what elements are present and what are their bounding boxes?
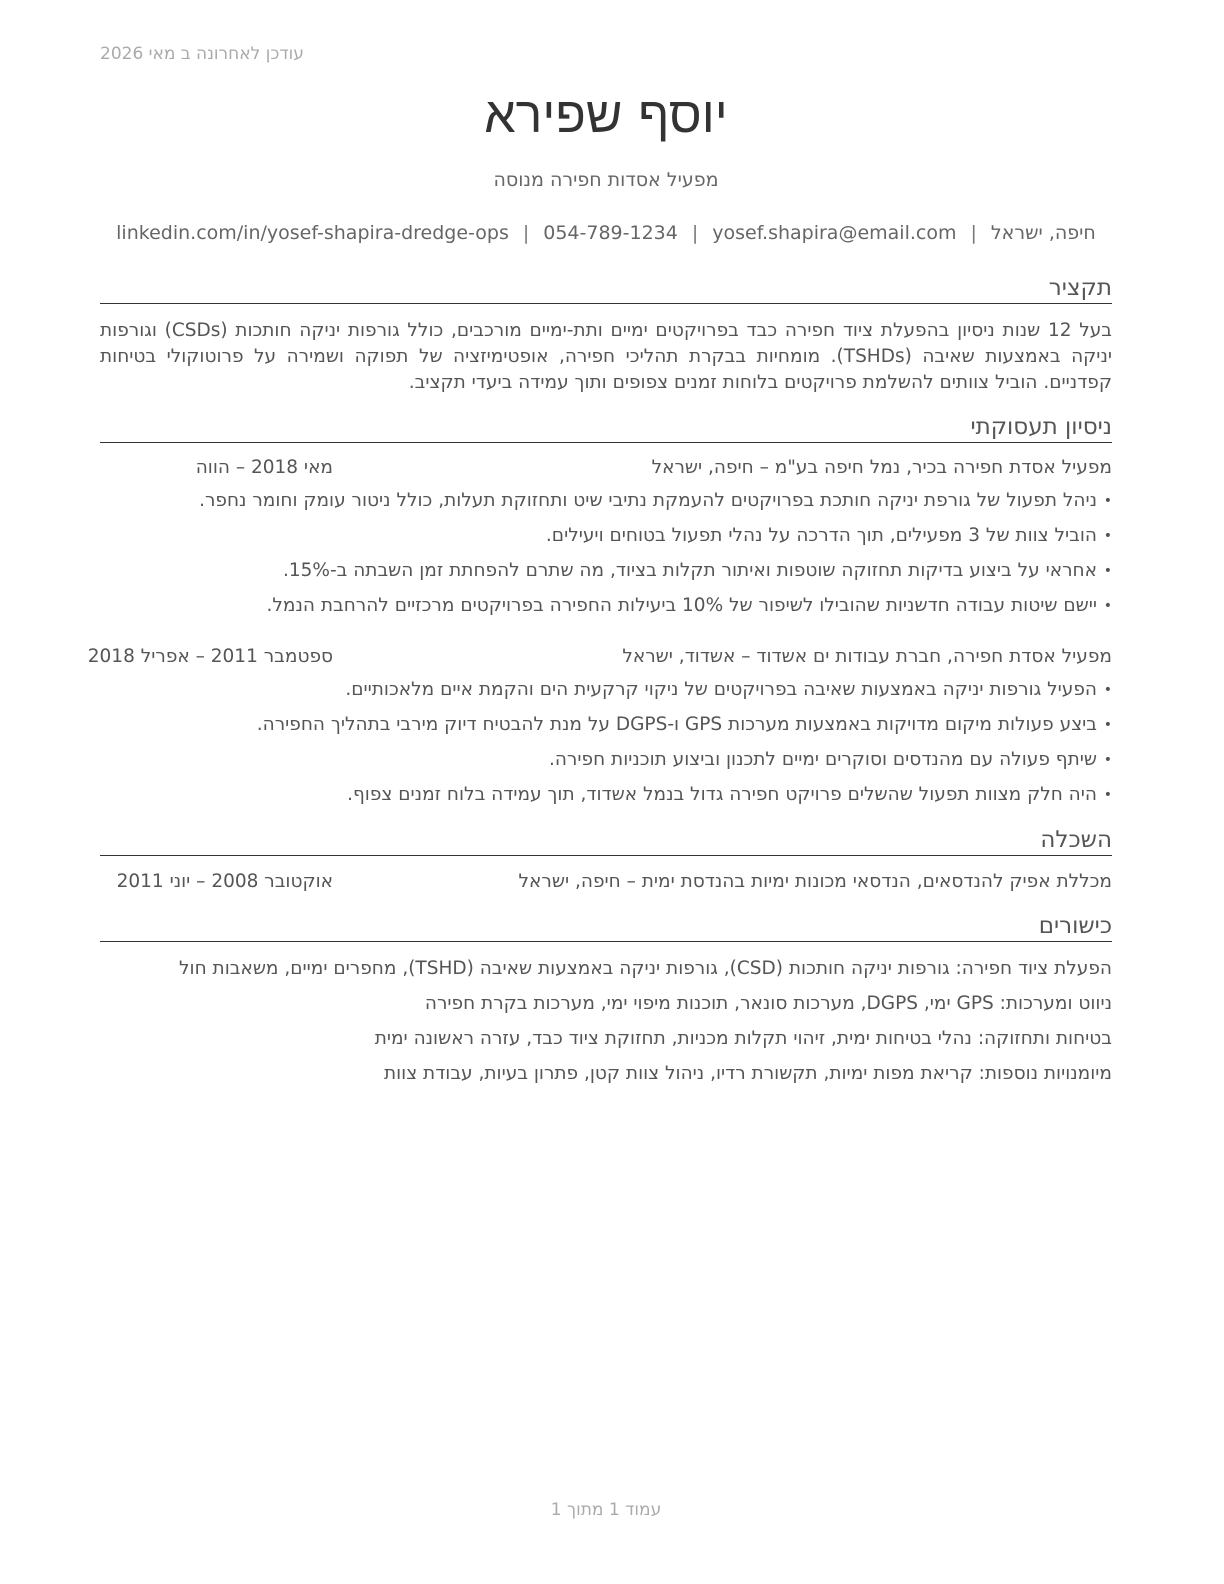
list-item: • ביצע פעולות מיקום מדויקות באמצעות מערכות GPS ו-DGPS על מנת להבטיח דיוק מירבי בתהליך החפירה.	[100, 712, 1112, 747]
list-item: • יישם שיטות עבודה חדשניות שהובילו לשיפור של 10% ביעילות החפירה בפרויקטים מרכזיים להרחבת הנמל.	[100, 593, 1112, 628]
list-item: • אחראי על ביצוע בדיקות תחזוקה שוטפות ואיתור תקלות בציוד, מה שתרם להפחתת זמן השבתה ב-15%.	[100, 558, 1112, 593]
resume-page	[87, 0, 1113, 1584]
candidate-title: מפעיל אסדות חפירה מנוסה	[493, 169, 719, 191]
list-item: • שיתף פעולה עם מהנדסים וסוקרים ימיים לתכנון וביצוע תוכניות חפירה.	[100, 747, 1112, 782]
candidate-name: יוסף שפירא	[484, 86, 728, 144]
email-link[interactable]: yosef.shapira@email.com	[712, 222, 957, 244]
summary-heading: תקציר	[100, 274, 1112, 304]
job-dates: ספטמבר 2011 – אפריל 2018	[87, 646, 333, 667]
job-header	[87, 646, 1112, 672]
last-updated: עודכן לאחרונה ב מאי 2026	[100, 44, 304, 64]
education-dates: אוקטובר 2008 – יוני 2011	[116, 871, 333, 892]
list-item: • ניהל תפעול של גורפת יניקה חותכת בפרויקטים להעמקת נתיבי שיט ותחזוקת תעלות, כולל ניטור עומק וחומר נחפר.	[100, 488, 1112, 523]
summary-text: בעל 12 שנות ניסיון בהפעלת ציוד חפירה כבד בפרויקטים ימיים ותת-ימיים מורכבים, כולל גורפות יניקה חותכות (CSDs) וגורפות יניקה באמצעות שאיבה (TSHDs). מומחיות בבקרת תהליכי חפירה, אופטימיזציה של תפוקה ושמירה על פרוטוקולי בטיחות קפדניים. הוביל צוותים להשלמת פרויקטים בלוחות זמנים צפופים ותוך עמידה ביעדי תקציב.	[100, 320, 1113, 393]
contact-line	[100, 222, 1112, 244]
job-bullets	[100, 488, 1112, 628]
skill-line: בטיחות ותחזוקה: נהלי בטיחות ימית, זיהוי תקלות מכניות, תחזוקת ציוד כבד, עזרה ראשונה ימית	[374, 1028, 1112, 1049]
list-item: • הוביל צוות של 3 מפעילים, תוך הדרכה על נהלי תפעול בטוחים ויעילים.	[100, 523, 1112, 558]
list-item: • היה חלק מצוות תפעול שהשלים פרויקט חפירה גדול בנמל אשדוד, תוך עמידה בלוח זמנים צפוף.	[100, 782, 1112, 817]
job-bullets	[100, 677, 1112, 817]
skills-list	[100, 956, 1112, 1096]
job-dates: מאי 2018 – הווה	[195, 457, 333, 478]
job-role: מפעיל אסדת חפירה בכיר, נמל חיפה בע"מ – חיפה, ישראל	[651, 457, 1112, 478]
contact-separator: |	[970, 222, 977, 244]
job-header	[100, 457, 1112, 483]
skill-line: הפעלת ציוד חפירה: גורפות יניקה חותכות (CSD), גורפות יניקה באמצעות שאיבה (TSHD), מחפרים ימיים, משאבות חול	[179, 958, 1112, 979]
contact-separator: |	[522, 222, 530, 244]
list-item: • הפעיל גורפות יניקה באמצעות שאיבה בפרויקטים של ניקוי קרקעית הים והקמת איים מלאכותיים.	[100, 677, 1112, 712]
location-text: חיפה, ישראל	[990, 222, 1096, 244]
skills-heading: כישורים	[100, 912, 1112, 942]
page-number: עמוד 1 מתוך 1	[550, 1500, 662, 1520]
skill-line: מיומנויות נוספות: קריאת מפות ימיות, תקשורת רדיו, ניהול צוות קטן, פתרון בעיות, עבודת צוות	[383, 1063, 1112, 1084]
skill-line: ניווט ומערכות: GPS ימי, DGPS, מערכות סונאר, תוכנות מיפוי ימי, מערכות בקרת חפירה	[424, 993, 1112, 1014]
job-role: מפעיל אסדת חפירה, חברת עבודות ים אשדוד – אשדוד, ישראל	[622, 646, 1112, 667]
phone-text: 054-789-1234	[543, 222, 678, 244]
education-school: מכללת אפיק להנדסאים, הנדסאי מכונות ימיות בהנדסת ימית – חיפה, ישראל	[518, 871, 1112, 892]
linkedin-link[interactable]: linkedin.com/in/yosef-shapira-dredge-ops	[116, 222, 509, 244]
education-entry	[100, 871, 1112, 897]
experience-heading: ניסיון תעסוקתי	[100, 413, 1112, 443]
contact-separator: |	[691, 222, 699, 244]
education-heading: השכלה	[100, 826, 1112, 856]
